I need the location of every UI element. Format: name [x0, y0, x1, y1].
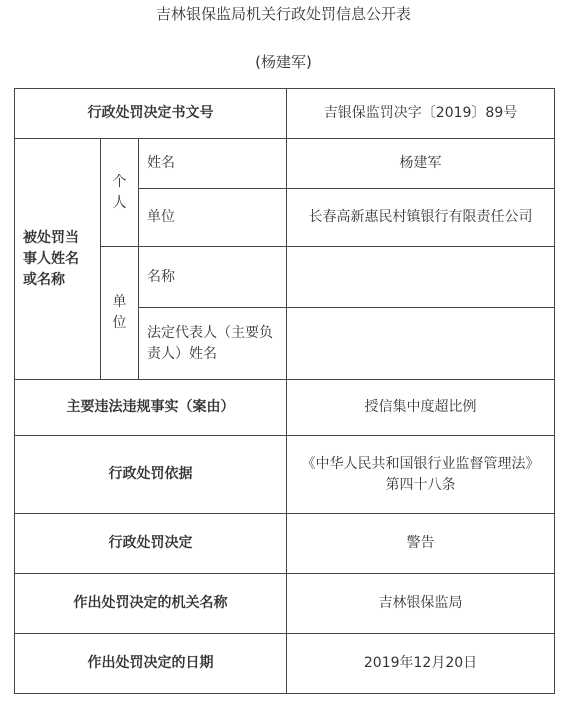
entity-label-char-1: 单 — [112, 294, 127, 310]
individual-label-char-2: 人 — [112, 194, 127, 211]
penalty-info-table — [14, 88, 555, 694]
entity-rep-value — [287, 308, 555, 380]
entity-label — [101, 247, 139, 380]
table-row — [15, 436, 555, 514]
facts-value: 授信集中度超比例 — [287, 380, 555, 436]
authority-label: 作出处罚决定的机关名称 — [15, 574, 287, 634]
facts-label: 主要违法违规事实（案由） — [15, 380, 287, 436]
authority-value: 吉林银保监局 — [287, 574, 555, 634]
individual-label — [101, 139, 139, 247]
entity-name-value — [287, 247, 555, 308]
decision-no-value: 吉银保监罚决字〔2019〕89号 — [287, 89, 555, 139]
individual-unit-label: 单位 — [139, 189, 287, 247]
table-row — [15, 89, 555, 139]
table-row — [15, 574, 555, 634]
decision-no-label: 行政处罚决定书文号 — [15, 89, 287, 139]
decision-label: 行政处罚决定 — [15, 514, 287, 574]
entity-name-label: 名称 — [139, 247, 287, 308]
basis-label: 行政处罚依据 — [15, 436, 287, 514]
individual-name-label: 姓名 — [139, 139, 287, 189]
date-label: 作出处罚决定的日期 — [15, 634, 287, 694]
party-label: 被处罚当事人姓名或名称 — [15, 139, 101, 380]
entity-rep-label: 法定代表人（主要负责人）姓名 — [139, 308, 287, 380]
date-value: 2019年12月20日 — [287, 634, 555, 694]
table-row — [15, 380, 555, 436]
individual-label-char-1: 个 — [112, 173, 127, 190]
individual-name-value: 杨建军 — [287, 139, 555, 189]
page-title: 吉林银保监局机关行政处罚信息公开表 — [155, 5, 411, 23]
table-row — [15, 634, 555, 694]
individual-unit-value: 长春高新惠民村镇银行有限责任公司 — [287, 189, 555, 247]
table-row — [15, 514, 555, 574]
table-row — [15, 139, 555, 189]
page-subtitle: (杨建军) — [255, 53, 312, 71]
decision-value: 警告 — [287, 514, 555, 574]
basis-value: 《中华人民共和国银行业监督管理法》第四十八条 — [287, 436, 555, 514]
entity-label-char-2: 位 — [112, 315, 127, 331]
